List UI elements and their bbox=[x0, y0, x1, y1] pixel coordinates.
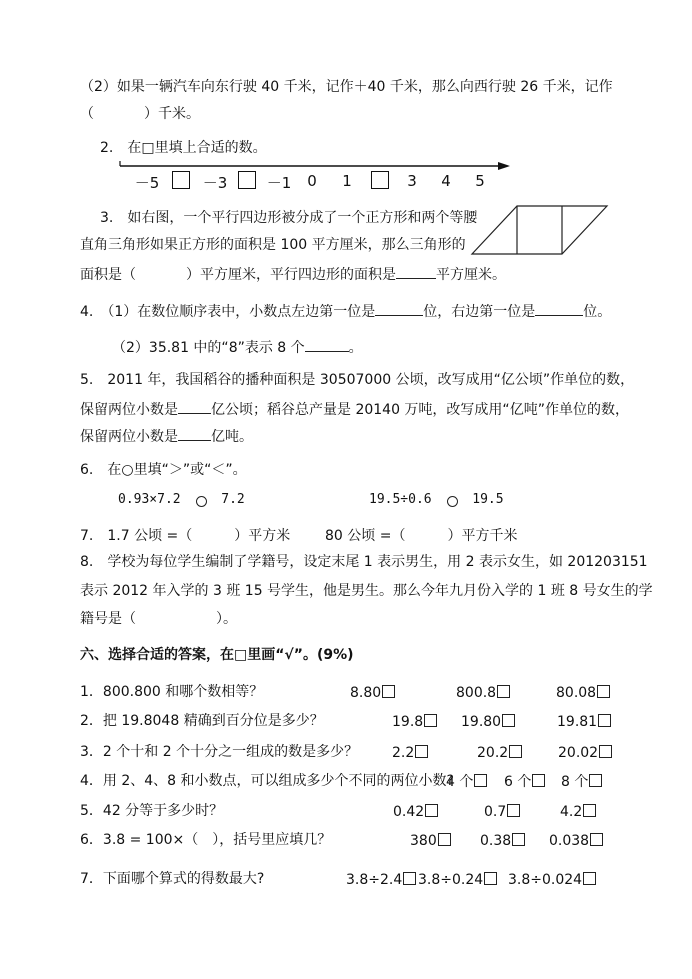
tick-label: 3 bbox=[407, 172, 417, 190]
choice-option-text: 3.8÷0.24 bbox=[418, 872, 484, 888]
q3-parallelogram-area-blank[interactable] bbox=[396, 266, 436, 279]
checkbox[interactable] bbox=[497, 685, 510, 698]
q7-a-close: ）平方米 bbox=[234, 528, 291, 544]
choice-option-text: 0.42 bbox=[393, 804, 425, 820]
q1-2-close-text: ）千米。 bbox=[144, 106, 200, 122]
tick-label: －1 bbox=[266, 174, 292, 192]
tick-label: 5 bbox=[475, 172, 485, 190]
q4-line1 bbox=[80, 303, 611, 319]
q7-line bbox=[80, 529, 290, 543]
choice-question: 3．2 个十和 2 个十分之一组成的数是多少？ bbox=[80, 744, 359, 760]
q5-line2 bbox=[80, 401, 629, 417]
choice-option[interactable] bbox=[392, 714, 437, 729]
q8-line1: 8. 学校为每位学生编制了学籍号，设定末尾 1 表示男生，用 2 表示女生，如 201203151 bbox=[80, 554, 648, 570]
q7-a-open: 7. 1.7 公顷 =（ bbox=[80, 528, 193, 544]
checkbox[interactable] bbox=[597, 685, 610, 698]
choice-question: 4．用 2、4、8 和小数点，可以组成多少个不同的两位小数? bbox=[80, 773, 454, 789]
choice-question: 7．下面哪个算式的得数最大? bbox=[80, 871, 265, 887]
checkbox[interactable] bbox=[425, 804, 438, 817]
choice-option[interactable] bbox=[418, 872, 497, 887]
choice-option[interactable] bbox=[350, 685, 395, 700]
q5-text-a: 保留两位小数是 bbox=[80, 402, 178, 418]
choice-option-text: 6 个 bbox=[504, 774, 532, 790]
tick-label: －5 bbox=[134, 174, 160, 192]
choice-option-text: 19.8 bbox=[392, 714, 424, 730]
q5-text-c: 保留两位小数是 bbox=[80, 429, 178, 445]
choice-option-text: 8.80 bbox=[350, 685, 382, 701]
q6-a-right: 7.2 bbox=[221, 492, 245, 507]
choice-option-text: 3.8÷2.4 bbox=[346, 872, 403, 888]
choice-option[interactable] bbox=[508, 872, 596, 887]
choice-option[interactable] bbox=[393, 804, 438, 819]
q5-text-b: 亿公顷；稻谷总产量是 20140 万吨，改写成用“亿吨”作单位的数， bbox=[211, 402, 629, 418]
q7-b-open: 80 公顷 =（ bbox=[325, 528, 406, 544]
number-line bbox=[112, 160, 512, 190]
q8-text-b: ）。 bbox=[216, 611, 237, 627]
q3-line3 bbox=[80, 266, 506, 282]
q4-text-b: 位，右边第一位是 bbox=[423, 304, 536, 320]
choice-question: 6．3.8 = 100×（ ），括号里应填几？ bbox=[80, 832, 332, 848]
q8-line2: 表示 2012 年入学的 3 班 15 号学生，他是男生。那么今年九月份入学的 1 班 8 号女生的学 bbox=[80, 583, 653, 599]
choice-option-text: 20.2 bbox=[477, 745, 509, 761]
tick-label: 1 bbox=[342, 172, 352, 190]
choice-option[interactable] bbox=[484, 804, 520, 819]
tick-label: 0 bbox=[307, 172, 317, 190]
q3-line2: 直角三角形如果正方形的面积是 100 平方厘米，那么三角形的 bbox=[80, 237, 466, 253]
q6-a-left: 0.93×7.2 bbox=[118, 492, 181, 507]
choice-option-text: 0.038 bbox=[549, 833, 590, 849]
parallelogram-figure bbox=[470, 204, 610, 256]
q5-line3 bbox=[80, 428, 253, 444]
checkbox[interactable] bbox=[509, 745, 522, 758]
choice-option[interactable] bbox=[560, 804, 596, 819]
q3-text-a: 面积是（ bbox=[80, 267, 136, 283]
choice-option[interactable] bbox=[410, 833, 451, 848]
q5-line1: 5. 2011 年，我国稻谷的播种面积是 30507000 公顷，改写成用“亿公顷”作单位的数， bbox=[80, 372, 635, 388]
choice-option-text: 3.8÷0.024 bbox=[508, 872, 583, 888]
checkbox[interactable] bbox=[583, 872, 596, 885]
choice-option-text: 380 bbox=[410, 833, 437, 849]
q4-text-c: 位。 bbox=[583, 304, 612, 320]
choice-question: 2．把 19.8048 精确到百分位是多少？ bbox=[80, 713, 324, 729]
choice-option-text: 80.08 bbox=[556, 685, 597, 701]
checkbox[interactable] bbox=[590, 833, 603, 846]
q8-line3 bbox=[80, 612, 237, 626]
tick-label: －3 bbox=[202, 174, 228, 192]
checkbox[interactable] bbox=[424, 714, 437, 727]
choice-option[interactable] bbox=[557, 714, 611, 729]
q7-b-close: ）平方千米 bbox=[447, 528, 518, 544]
q6-compare-a bbox=[118, 493, 245, 507]
q8-text-a: 籍号是（ bbox=[80, 611, 136, 627]
compare-circle[interactable] bbox=[196, 496, 207, 507]
checkbox[interactable] bbox=[599, 745, 612, 758]
answer-box[interactable] bbox=[238, 171, 256, 189]
q5-area-blank[interactable] bbox=[178, 401, 211, 414]
q6-b-left: 19.5÷0.6 bbox=[369, 492, 432, 507]
choice-option-text: 19.80 bbox=[461, 714, 502, 730]
q7-line-b bbox=[325, 529, 517, 543]
q2-label: 2. 在□里填上合适的数。 bbox=[100, 140, 267, 156]
checkbox[interactable] bbox=[382, 685, 395, 698]
checkbox[interactable] bbox=[512, 833, 525, 846]
q3-line1: 3. 如右图，一个平行四边形被分成了一个正方形和两个等腰 bbox=[100, 210, 478, 226]
choice-option-text: 0.38 bbox=[480, 833, 512, 849]
q1-2-open-paren: （ bbox=[80, 106, 94, 122]
checkbox[interactable] bbox=[438, 833, 451, 846]
checkbox[interactable] bbox=[589, 774, 602, 787]
choice-option-text: 800.8 bbox=[456, 685, 497, 701]
checkbox[interactable] bbox=[474, 774, 487, 787]
checkbox[interactable] bbox=[403, 872, 416, 885]
choice-option[interactable] bbox=[346, 872, 416, 887]
choice-option[interactable] bbox=[477, 745, 522, 760]
choice-option-text: 2.2 bbox=[392, 745, 415, 761]
q4-line2 bbox=[112, 339, 363, 355]
checkbox[interactable] bbox=[583, 804, 596, 817]
answer-box[interactable] bbox=[371, 171, 389, 189]
q4-text-a: 4. （1）在数位顺序表中，小数点左边第一位是 bbox=[80, 304, 376, 320]
choice-option[interactable] bbox=[558, 745, 612, 760]
q4-left-place-blank[interactable] bbox=[375, 303, 423, 316]
q6-b-right: 19.5 bbox=[472, 492, 504, 507]
choice-question: 1．800.800 和哪个数相等？ bbox=[80, 684, 264, 700]
compare-circle[interactable] bbox=[447, 496, 458, 507]
q5-text-d: 亿吨。 bbox=[211, 429, 253, 445]
choice-question: 5．42 分等于多少时？ bbox=[80, 803, 224, 819]
answer-box[interactable] bbox=[172, 171, 190, 189]
tick-label: 4 bbox=[441, 172, 451, 190]
choice-option[interactable] bbox=[461, 714, 515, 729]
q4-2-blank[interactable] bbox=[305, 339, 349, 352]
q6-label: 6. 在○里填“＞”或“＜”。 bbox=[80, 462, 247, 478]
choice-option[interactable] bbox=[549, 833, 603, 848]
choice-option-text: 20.02 bbox=[558, 745, 599, 761]
q1-2-line2 bbox=[80, 107, 200, 121]
checkbox[interactable] bbox=[484, 872, 497, 885]
choice-option-text: 8 个 bbox=[561, 774, 589, 790]
section-six-title: 六、选择合适的答案，在□里画“√”。(9%) bbox=[80, 647, 354, 663]
choice-option[interactable] bbox=[446, 774, 487, 789]
q5-yield-blank[interactable] bbox=[178, 428, 211, 441]
checkbox[interactable] bbox=[502, 714, 515, 727]
choice-option[interactable] bbox=[456, 685, 510, 700]
checkbox[interactable] bbox=[598, 714, 611, 727]
choice-option[interactable] bbox=[561, 774, 602, 789]
choice-option-text: 19.81 bbox=[557, 714, 598, 730]
choice-option-text: 0.7 bbox=[484, 804, 507, 820]
choice-option[interactable] bbox=[480, 833, 525, 848]
checkbox[interactable] bbox=[507, 804, 520, 817]
checkbox[interactable] bbox=[532, 774, 545, 787]
q4-2-text-a: （2）35.81 中的“8”表示 8 个 bbox=[112, 340, 305, 356]
choice-option-text: 4.2 bbox=[560, 804, 583, 820]
q1-2-line1: （2）如果一辆汽车向东行驶 40 千米，记作＋40 千米，那么向西行驶 26 千米，记作 bbox=[80, 79, 613, 95]
choice-option-text: 4 个 bbox=[446, 774, 474, 790]
q3-text-c: 平方厘米。 bbox=[436, 267, 506, 283]
choice-option[interactable] bbox=[504, 774, 545, 789]
q6-compare-b bbox=[369, 493, 504, 507]
q4-right-place-blank[interactable] bbox=[535, 303, 583, 316]
checkbox[interactable] bbox=[415, 745, 428, 758]
choice-option[interactable] bbox=[556, 685, 610, 700]
choice-option[interactable] bbox=[392, 745, 428, 760]
q3-text-b: ）平方厘米，平行四边形的面积是 bbox=[186, 267, 396, 283]
q4-2-text-b: 。 bbox=[348, 340, 363, 356]
